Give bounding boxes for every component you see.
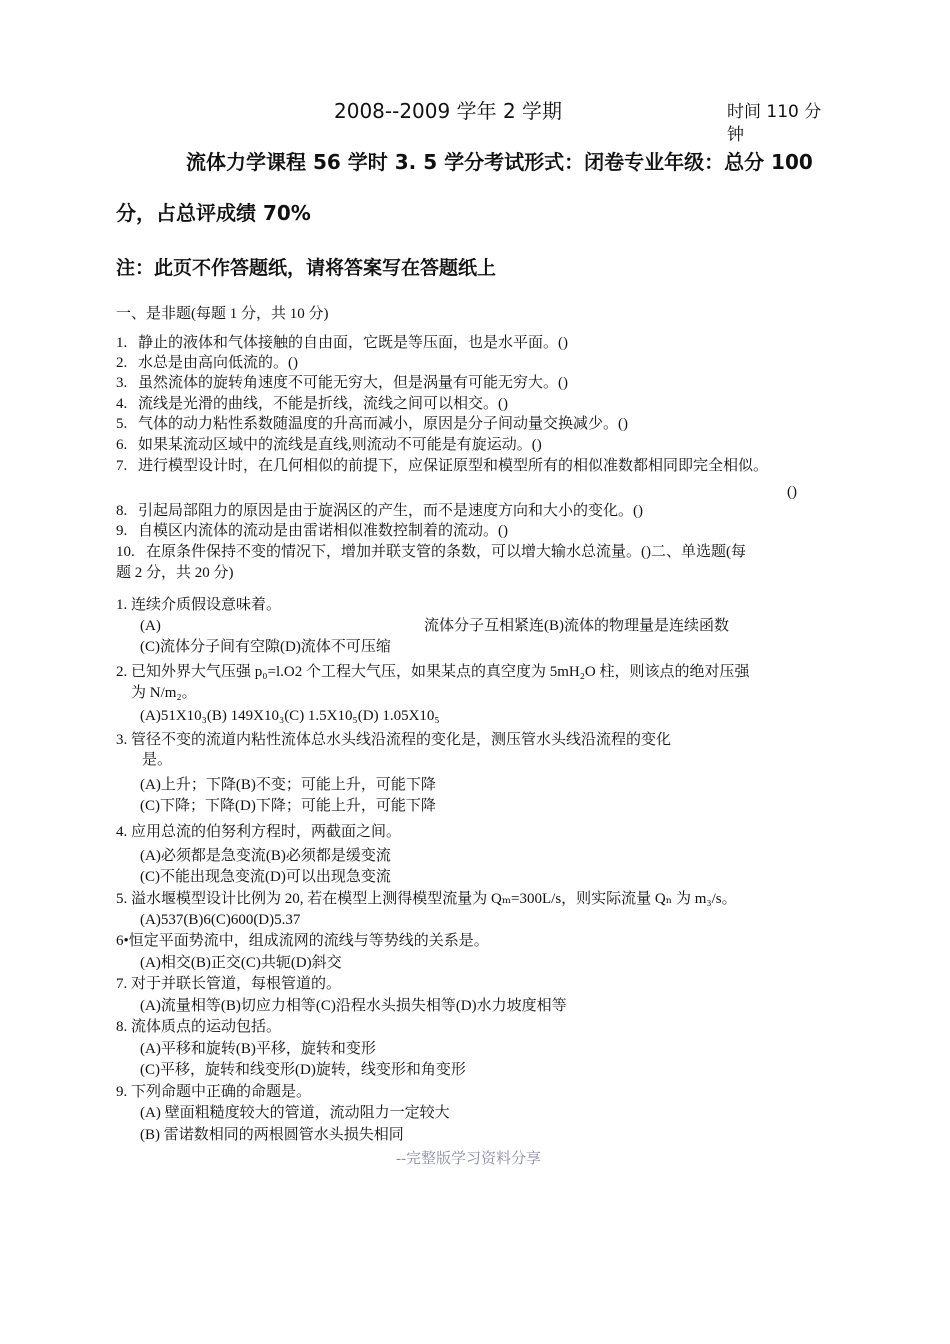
mc-q2-options: (A)51X10₃(B) 149X10₃(C) 1.5X10₅(D) 1.05X10₅ [140,708,440,724]
section-2-title-cont: 题 2 分，共 20 分) [116,565,234,581]
tf-question-1: 1. 静止的液体和气体接触的自由面，它既是等压面，也是水平面。() [116,335,568,351]
mc-q1-options-cd: (C)流体分子间有空隙(D)流体不可压缩 [140,639,391,655]
tf-question-9: 9. 自模区内流体的流动是由雷诺相似准数控制着的流动。() [116,523,508,539]
mc-question-2: 2. 已知外界大气压强 p₀=l.O2 个工程大气压，如果某点的真空度为 5mH₂O 柱，则该点的绝对压强 [116,664,750,680]
tf-question-10: 10. 在原条件保持不变的情况下，增加并联支管的条数，可以增大输水总流量。()二、单选题(每 [116,544,746,560]
mc-q8-options-cd: (C)平移，旋转和线变形(D)旋转，线变形和角变形 [140,1062,466,1078]
mc-question-1: 1. 连续介质假设意味着。 [116,597,282,613]
course-info-line: 流体力学课程 56 学时 3. 5 学分考试形式：闭卷专业年级：总分 100 [186,150,813,174]
mc-question-7: 7. 对于并联长管道，每根管道的。 [116,976,342,992]
mc-q5-options: (A)537(B)6(C)600(D)5.37 [140,912,301,928]
mc-q3-options-ab: (A)上升；下降(B)不变；可能上升，可能下降 [140,777,436,793]
mc-q9-option-a: (A) 壁面粗糙度较大的管道，流动阻力一定较大 [140,1105,450,1121]
tf-question-4: 4. 流线是光滑的曲线，不能是折线，流线之间可以相交。() [116,396,508,412]
mc-q1-option-a-label: (A) [140,618,161,634]
mc-question-8: 8. 流体质点的运动包括。 [116,1019,282,1035]
tf-question-6: 6. 如果某流动区域中的流线是直线,则流动不可能是有旋运动。() [116,437,542,453]
mc-question-3: 3. 管径不变的流道内粘性流体总水头线沿流程的变化是，测压管水头线沿流程的变化 [116,732,672,748]
tf-question-5: 5. 气体的动力粘性系数随温度的升高而减小，原因是分子间动量交换减少。() [116,416,628,432]
tf-question-8: 8. 引起局部阻力的原因是由于旋涡区的产生，而不是速度方向和大小的变化。() [116,503,643,519]
mc-q3-options-cd: (C)下降；下降(D)下降；可能上升，可能下降 [140,798,436,814]
answer-sheet-note: 注：此页不作答题纸，请将答案写在答题纸上 [116,257,497,279]
mc-question-5: 5. 溢水堰模型设计比例为 20, 若在模型上测得模型流量为 Qₘ=300L/s，则实际流量 Qₙ 为 m₃/s。 [116,891,737,907]
mc-question-6: 6•恒定平面势流中，组成流网的流线与等势线的关系是。 [116,933,489,949]
mc-q4-options-ab: (A)必须都是急变流(B)必须都是缓变流 [140,848,391,864]
tf-question-7-blank: () [787,484,797,500]
footer-share-note: --完整版学习资料分享 [396,1151,541,1167]
mc-q9-option-b: (B) 雷诺数相同的两根圆管水头损失相同 [140,1127,404,1143]
mc-q1-options-ab: 流体分子互相紧连(B)流体的物理量是连续函数 [424,618,729,634]
mc-q8-options-ab: (A)平移和旋转(B)平移，旋转和变形 [140,1041,376,1057]
mc-question-3-cont: 是。 [142,752,173,768]
mc-q6-options: (A)相交(B)正交(C)共轭(D)斜交 [140,955,342,971]
mc-q4-options-cd: (C)不能出现急变流(D)可以出现急变流 [140,869,391,885]
term-heading: 2008--2009 学年 2 学期 [334,99,563,123]
mc-question-9: 9. 下列命题中正确的命题是。 [116,1084,312,1100]
mc-q7-options: (A)流量相等(B)切应力相等(C)沿程水头损失相等(D)水力坡度相等 [140,998,567,1014]
course-info-line-2: 分，占总评成绩 70% [116,201,311,225]
tf-question-2: 2. 水总是由高向低流的。() [116,355,298,371]
mc-question-2-cont: 为 N/m₂。 [131,685,197,701]
section-1-title: 一、是非题(每题 1 分，共 10 分) [116,306,329,322]
tf-question-7: 7. 进行模型设计时，在几何相似的前提下，应保证原型和模型所有的相似准数都相同即完全相似。 [116,458,769,474]
exam-time: 时间 110 分钟 [727,102,822,145]
mc-question-4: 4. 应用总流的伯努利方程时，两截面之间。 [116,824,402,840]
tf-question-3: 3. 虽然流体的旋转角速度不可能无穷大，但是涡量有可能无穷大。() [116,375,568,391]
